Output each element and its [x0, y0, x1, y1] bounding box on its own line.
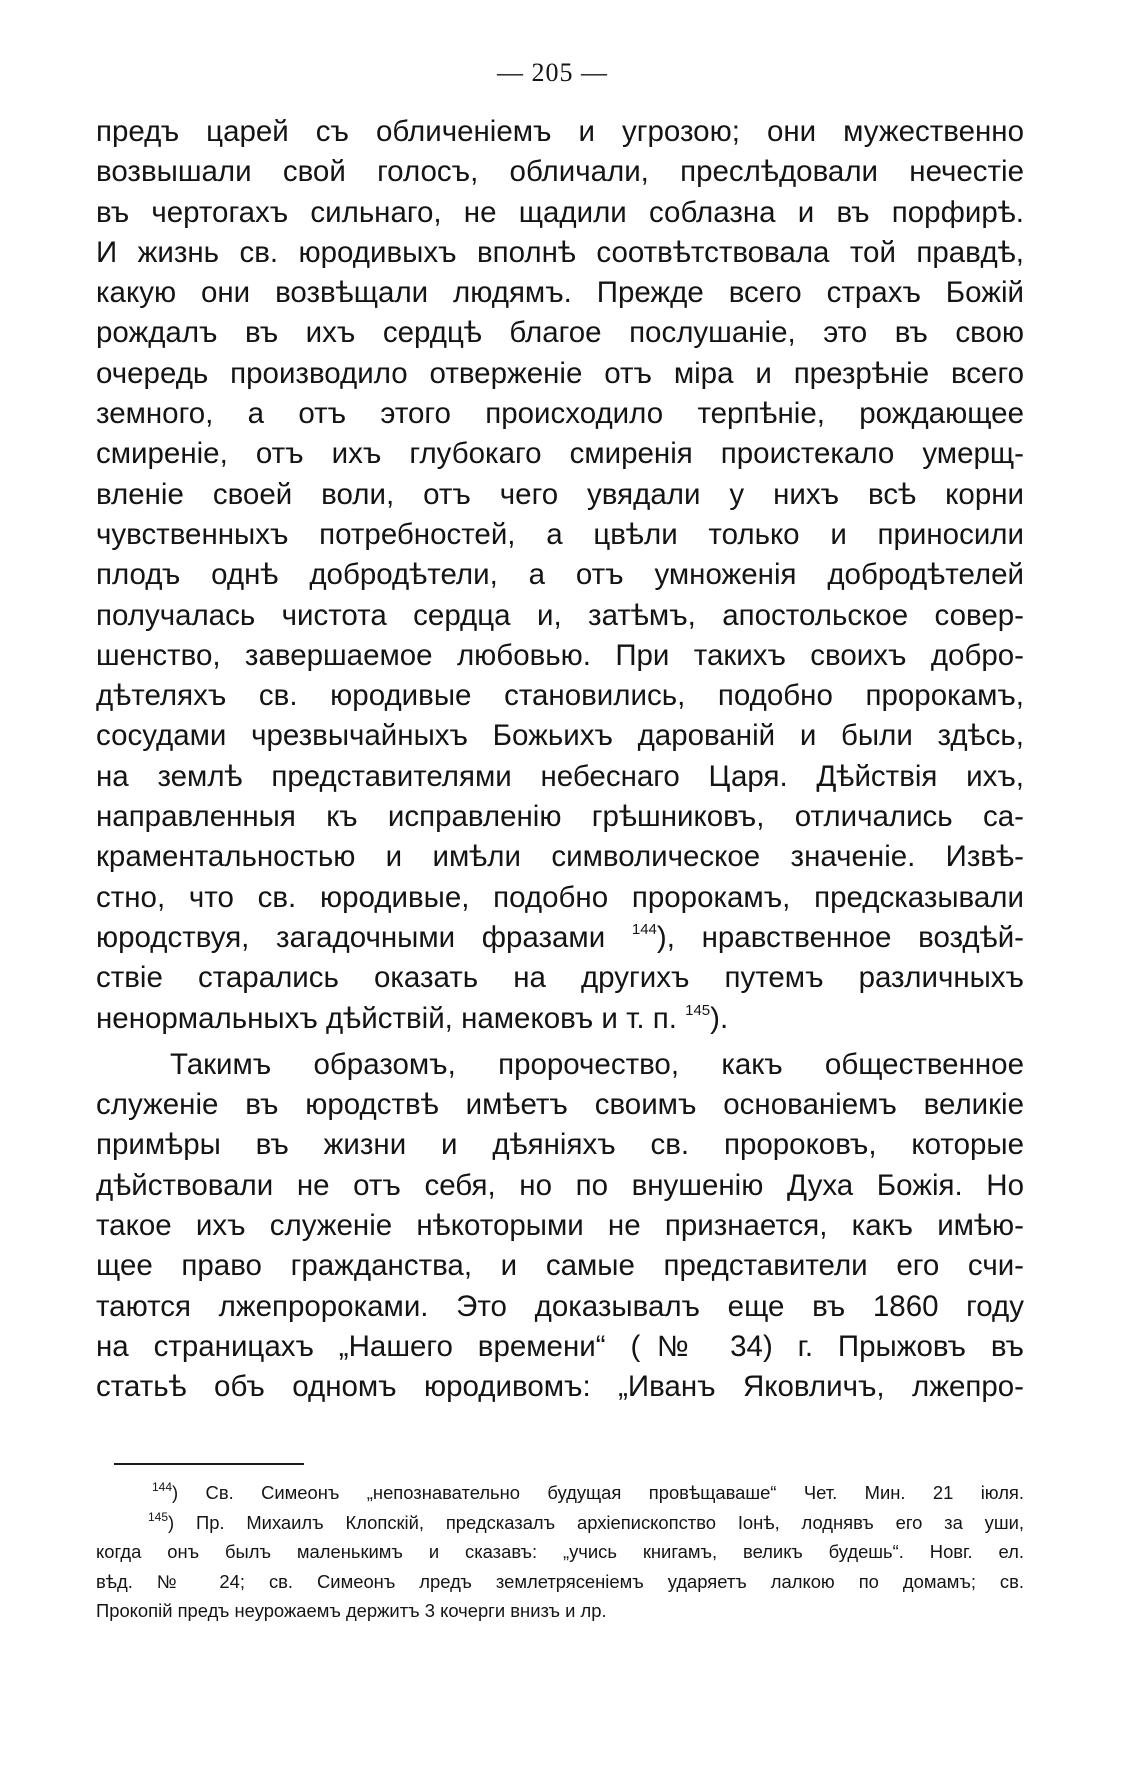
text-line: очередь производило отверженіе отъ міра и презрѣніе всего [96, 356, 1024, 390]
footnote-145 [96, 1508, 1024, 1538]
text-line: сосудами чрезвычайныхъ Божьихъ дарованій и были здѣсь, [96, 719, 1024, 753]
text-line: ствіе старались оказать на другихъ путемъ различныхъ [96, 961, 1024, 995]
footnote-text: ) Св. Симеонъ „непознавательно будущая провѣщаваше“ Чет. Мин. 21 іюля. [172, 1482, 1024, 1503]
text-line: дѣтеляхъ св. юродивые становились, подобно пророкамъ, [96, 679, 1024, 713]
text-line: служеніе въ юродствѣ имѣетъ своимъ основаніемъ великіе [96, 1088, 1024, 1122]
text-line: направленныя къ исправленію грѣшниковъ, отличались са- [96, 800, 1024, 834]
text-line: примѣры въ жизни и дѣяніяхъ св. пророковъ, которые [96, 1128, 1024, 1162]
footnote-text-line: когда онъ былъ маленькимъ и сказавъ: „учись книгамъ, великъ будешь“. Новг. ел. [96, 1541, 1024, 1563]
text-line: дѣйствовали не отъ себя, но по внушенію Духа Божія. Но [96, 1168, 1024, 1202]
footnote-ref-145[interactable]: 145 [685, 1001, 711, 1019]
text-line: возвышали свой голосъ, обличали, преслѣдовали нечестіе [96, 155, 1024, 189]
footnote-number: 144 [152, 1480, 173, 1494]
text-line-with-footnote-ref [96, 999, 1024, 1039]
text-line: какую они возвѣщали людямъ. Прежде всего страхъ Божій [96, 276, 1024, 310]
text-line: таются лжепророками. Это доказывалъ еще въ 1860 году [96, 1289, 1024, 1323]
footnote-text-line: вѣд. № 24; св. Симеонъ лредъ землетрясеніемъ ударяетъ лалкою по домамъ; св. [96, 1570, 1024, 1592]
text-line: рождалъ въ ихъ сердцѣ благое послушаніе, это въ свою [96, 316, 1024, 350]
text-line: предъ царей съ обличеніемъ и угрозою; они мужественно [96, 115, 1024, 148]
footnote-ref-144[interactable]: 144 [631, 920, 657, 938]
text-line: такое ихъ служеніе нѣкоторыми не признается, какъ имѣю- [96, 1209, 1024, 1243]
text-line: краментальностью и имѣли символическое значеніе. Извѣ- [96, 840, 1024, 874]
text-fragment: ), нравственное воздѣй- [656, 920, 1024, 954]
text-line: смиреніе, отъ ихъ глубокаго смиренія проистекало умерщ- [96, 437, 1024, 471]
page-number: — 205 — [497, 58, 608, 87]
text-line: шенство, завершаемое любовью. При такихъ своихъ добро- [96, 638, 1024, 672]
text-line: получалась чистота сердца и, затѣмъ, апостольское совер- [96, 598, 1024, 632]
text-fragment: юродствуя, загадочными фразами [96, 920, 606, 954]
footnote-number: 145 [148, 1509, 169, 1524]
text-line: стно, что св. юродивые, подобно пророкамъ, предсказывали [96, 880, 1024, 914]
text-line: щее право гражданства, и самые представители его счи- [96, 1249, 1024, 1283]
text-line: на страницахъ „Нашего времени“ (№ 34) г. Прыжовъ въ [96, 1329, 1024, 1363]
footnote-text-line: Прокопій предъ неурожаемъ держитъ 3 кочерги внизъ и лр. [96, 1600, 607, 1622]
footnotes [96, 1478, 1024, 1626]
text-line: статьѣ объ одномъ юродивомъ: „Иванъ Яковличъ, лжепро- [96, 1370, 1024, 1404]
footnote-text: ) Пр. Михаилъ Клопскій, предсказалъ архіепископство Іонѣ, лоднявъ его за уши, [168, 1511, 1024, 1533]
text-line-with-footnote-ref [96, 918, 1024, 958]
text-line: земного, а отъ этого происходило терпѣніе, рождающее [96, 397, 1024, 431]
footnote-144 [96, 1478, 1024, 1508]
text-fragment: ненормальныхъ дѣйствій, намековъ и т. п. [96, 1001, 677, 1035]
footnote-divider [114, 1463, 304, 1465]
text-line: вленіе своей воли, отъ чего увядали у нихъ всѣ корни [96, 477, 1024, 511]
main-text [96, 112, 1024, 1408]
text-line: на землѣ представителями небеснаго Царя. Дѣйствія ихъ, [96, 759, 1024, 793]
text-line: чувственныхъ потребностей, а цвѣли только и приносили [96, 517, 1024, 551]
text-fragment: ). [710, 1001, 729, 1035]
paragraph-first-line: Такимъ образомъ, пророчество, какъ общественное [170, 1047, 1024, 1081]
text-line: И жизнь св. юродивыхъ вполнѣ соотвѣтствовала той правдѣ, [96, 235, 1024, 269]
text-line: плодъ однѣ добродѣтели, а отъ умноженія добродѣтелей [96, 558, 1024, 592]
text-line: въ чертогахъ сильнаго, не щадили соблазна и въ порфирѣ. [96, 195, 1024, 229]
